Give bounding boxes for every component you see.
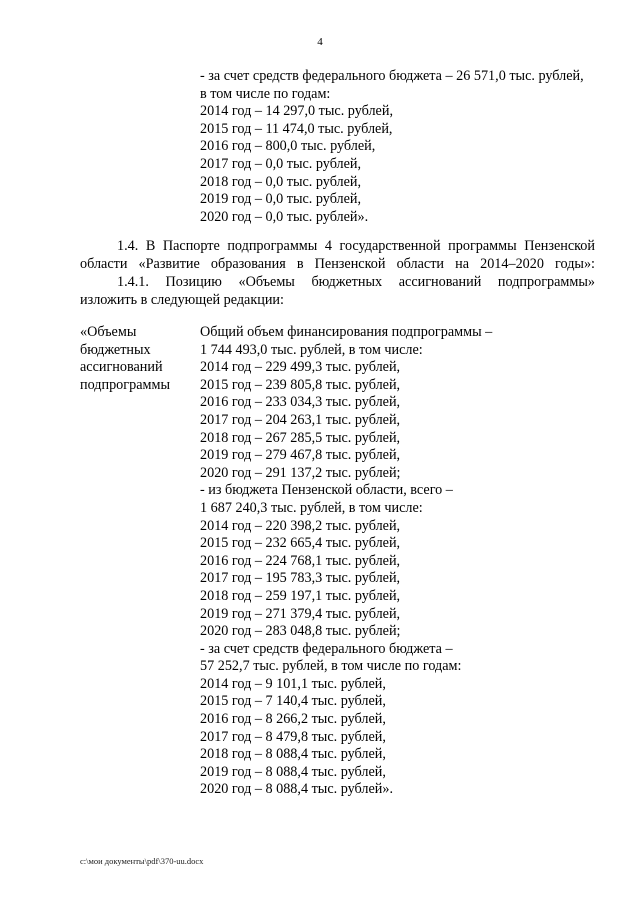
paragraph-line: изложить в следующей редакции: [80, 291, 284, 308]
text-line: в том числе по годам: [200, 85, 331, 102]
paragraph-line: 1.4. В Паспорте подпрограммы 4 государственной программы Пензенской [117, 238, 595, 254]
value-line: 2019 год – 8 088,4 тыс. рублей, [200, 763, 386, 780]
value-line: 2016 год – 224 768,1 тыс. рублей, [200, 552, 401, 569]
paragraph-1-4-1 [80, 274, 595, 309]
value-line: 2014 год – 229 499,3 тыс. рублей, [200, 359, 401, 376]
text-line: 2014 год – 14 297,0 тыс. рублей, [200, 103, 393, 120]
value-line: 2017 год – 195 783,3 тыс. рублей, [200, 570, 401, 587]
text-line: 2018 год – 0,0 тыс. рублей, [200, 173, 362, 190]
text-line: 2017 год – 0,0 тыс. рублей, [200, 155, 362, 172]
paragraph-line: области «Развитие образования в Пензенской области на 2014–2020 годы»: [80, 255, 595, 272]
value-line: 2015 год – 7 140,4 тыс. рублей, [200, 693, 386, 710]
text-line: 2015 год – 11 474,0 тыс. рублей, [200, 120, 393, 137]
value-line: 2014 год – 220 398,2 тыс. рублей, [200, 517, 401, 534]
paragraph-1-4 [80, 238, 595, 273]
value-line: - за счет средств федерального бюджета – [200, 640, 453, 657]
federal-budget-block [200, 68, 600, 226]
label-line: ассигнований [80, 359, 163, 376]
value-line: 57 252,7 тыс. рублей, в том числе по годам: [200, 658, 462, 675]
file-path-footer: с:\мои документы\pdf\370-uu.docx [80, 856, 204, 866]
text-line: 2019 год – 0,0 тыс. рублей, [200, 191, 362, 208]
value-line: 2019 год – 279 467,8 тыс. рублей, [200, 447, 401, 464]
label-line: «Объемы [80, 324, 137, 340]
text-line: 2020 год – 0,0 тыс. рублей». [200, 208, 369, 225]
text-line: - за счет средств федерального бюджета – 26 571,0 тыс. рублей, [200, 68, 584, 84]
value-line: 2018 год – 259 197,1 тыс. рублей, [200, 587, 401, 604]
value-line: Общий объем финансирования подпрограммы – [200, 324, 493, 340]
value-line: 2016 год – 233 034,3 тыс. рублей, [200, 394, 401, 411]
value-line: 2014 год – 9 101,1 тыс. рублей, [200, 675, 386, 692]
text-line: 2016 год – 800,0 тыс. рублей, [200, 138, 376, 155]
value-line: 2017 год – 8 479,8 тыс. рублей, [200, 728, 386, 745]
value-line: 2018 год – 267 285,5 тыс. рублей, [200, 429, 401, 446]
value-line: 1 687 240,3 тыс. рублей, в том числе: [200, 499, 423, 516]
label-line: подпрограммы [80, 376, 170, 393]
value-line: 1 744 493,0 тыс. рублей, в том числе: [200, 341, 423, 358]
value-line: - из бюджета Пензенской области, всего – [200, 482, 453, 499]
value-line: 2020 год – 283 048,8 тыс. рублей; [200, 623, 401, 640]
value-line: 2015 год – 232 665,4 тыс. рублей, [200, 535, 401, 552]
budget-row-value [200, 324, 600, 799]
value-line: 2020 год – 291 137,2 тыс. рублей; [200, 464, 401, 481]
value-line: 2016 год – 8 266,2 тыс. рублей, [200, 711, 386, 728]
value-line: 2015 год – 239 805,8 тыс. рублей, [200, 376, 401, 393]
value-line: 2018 год – 8 088,4 тыс. рублей, [200, 746, 386, 763]
label-line: бюджетных [80, 341, 151, 358]
value-line: 2019 год – 271 379,4 тыс. рублей, [200, 605, 401, 622]
page-number: 4 [317, 36, 323, 48]
value-line: 2020 год – 8 088,4 тыс. рублей». [200, 781, 393, 798]
paragraph-line: 1.4.1. Позицию «Объемы бюджетных ассигнований подпрограммы» [117, 274, 595, 290]
value-line: 2017 год – 204 263,1 тыс. рублей, [200, 411, 401, 428]
budget-row-label [80, 324, 195, 394]
